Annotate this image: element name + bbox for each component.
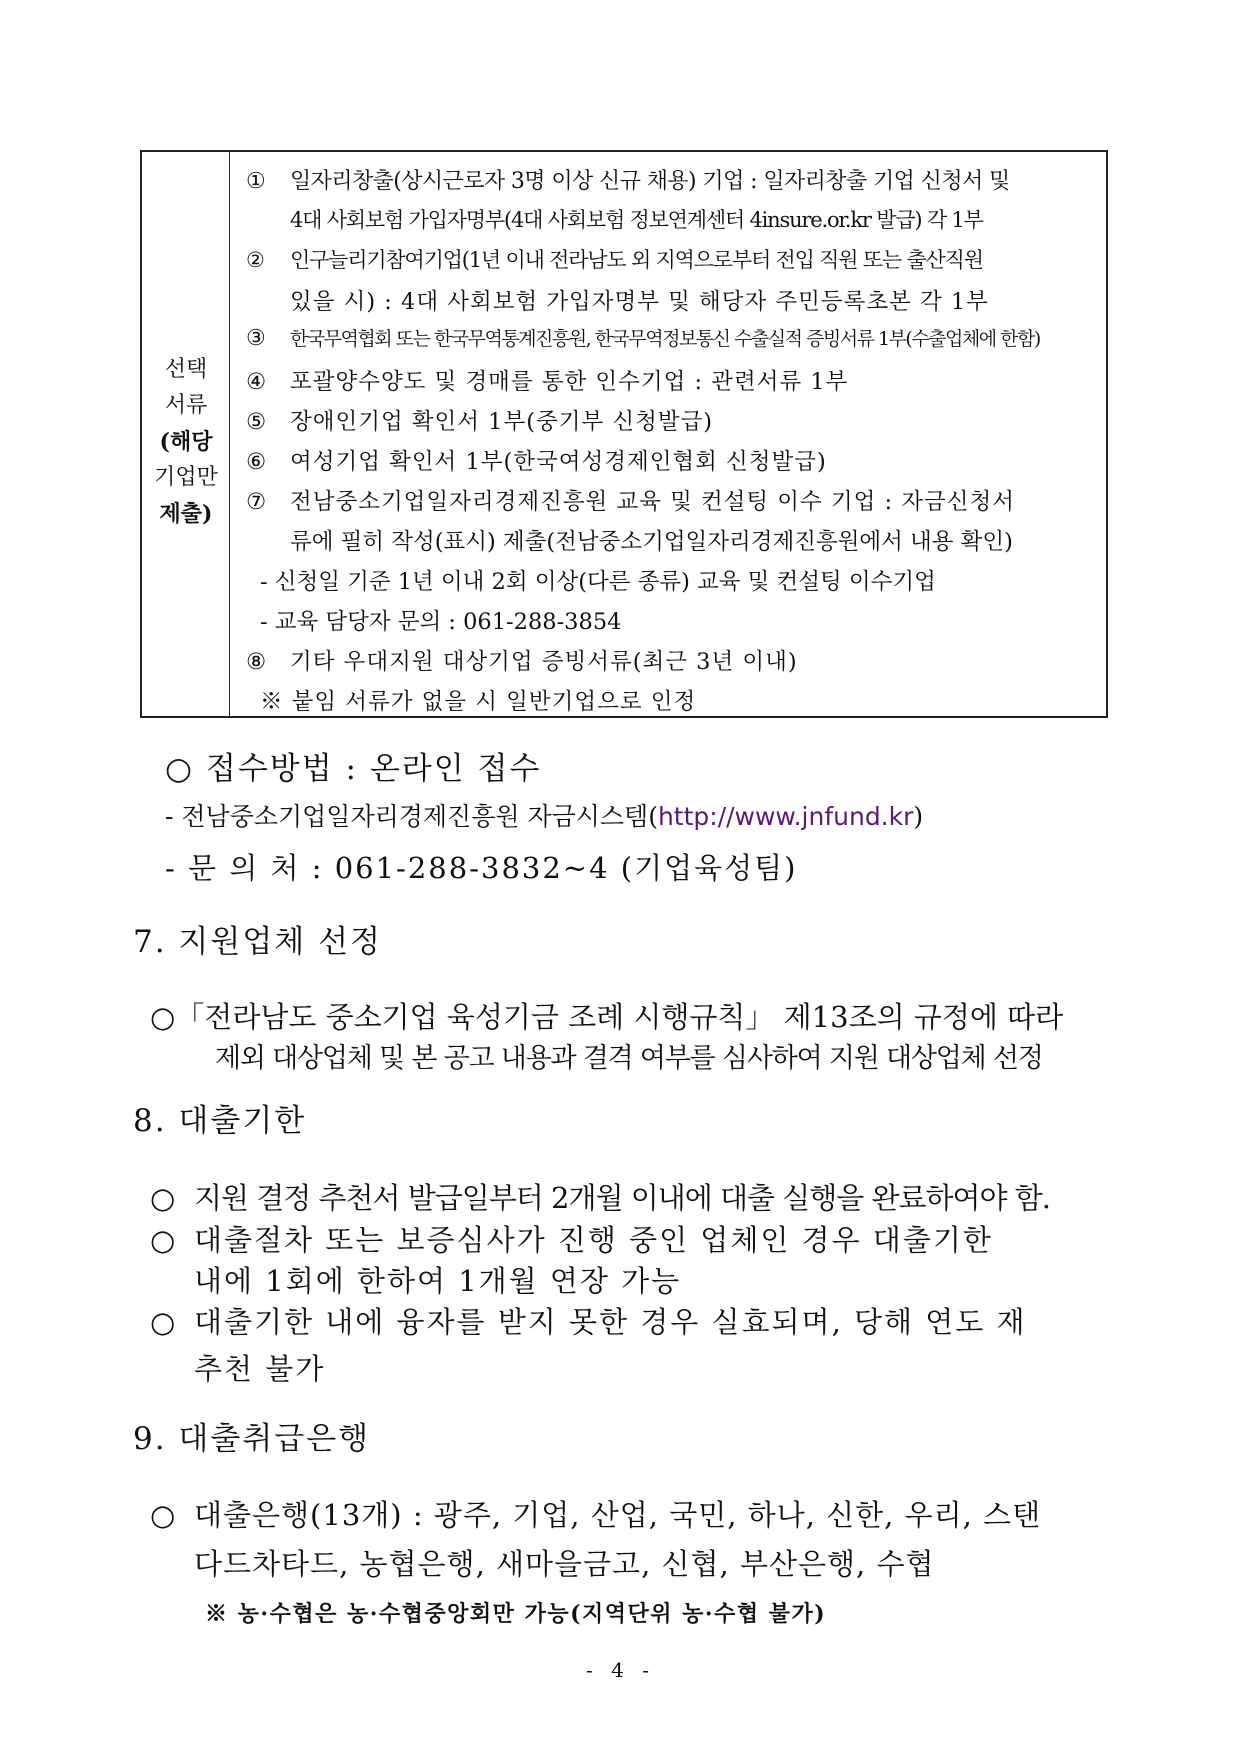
jnfund-link[interactable]: http://www.jnfund.kr: [657, 802, 914, 831]
table-row: [290, 284, 989, 316]
section8-bullet2: [150, 1218, 993, 1259]
item-text: 전남중소기업일자리경제진흥원 교육 및 컨설팅 이수 기업 : 자금신청서: [290, 489, 1015, 515]
reception-system-suffix: ): [913, 802, 924, 831]
item-text: - 교육 담당자 문의 : 061-288-3854: [260, 609, 622, 635]
table-row: [290, 204, 983, 234]
bullet-circle: ○: [150, 1498, 177, 1532]
bullet-text: 대출은행(13개) : 광주, 기업, 산업, 국민, 하나, 신한, 우리, 스탠: [194, 1498, 1042, 1532]
label-line-5: 제출): [159, 501, 213, 527]
section8-bullet2-cont: 내에 1회에 한하여 1개월 연장 가능: [194, 1264, 682, 1298]
item-text: 장애인기업 확인서 1부(중기부 신청발급): [290, 409, 714, 435]
bullet-text: 지원 결정 추천서 발급일부터 2개월 이내에 대출 실행을 완료하여야 함.: [194, 1181, 1051, 1215]
section9-bullet1: [150, 1493, 1041, 1534]
page-number: - 4 -: [586, 1658, 655, 1682]
table-row: [246, 244, 983, 274]
item-text: 여성기업 확인서 1부(한국여성경제인협회 신청발급): [290, 449, 827, 475]
table-row: [290, 524, 1013, 556]
table-row: [246, 484, 1015, 516]
item-number: ①: [246, 169, 266, 194]
reception-method: ○ 접수방법 : 온라인 접수: [165, 751, 542, 787]
item-number: ④: [246, 369, 268, 395]
item-number: ②: [246, 248, 264, 272]
item-text: 4대 사회보험 가입자명부(4대 사회보험 정보연계센터 4insure.or.kr 발급) 각 1부: [290, 208, 983, 232]
item-text: 인구늘리기참여기업(1년 이내 전라남도 외 지역으로부터 전입 직원 또는 출산직원: [290, 248, 983, 272]
section8-bullet3: [150, 1300, 1027, 1341]
item-text: 일자리창출(상시근로자 3명 이상 신규 채용) 기업 : 일자리창출 기업 신청서 및: [290, 169, 1010, 194]
section9-heading: 9. 대출취급은행: [133, 1421, 371, 1457]
section9-bullet1-cont: 다드차타드, 농협은행, 새마을금고, 신협, 부산은행, 수협: [194, 1547, 935, 1581]
optional-documents-table: [140, 150, 1108, 718]
item-text: 기타 우대지원 대상기업 증빙서류(최근 3년 이내): [290, 649, 798, 675]
item-text: 류에 필히 작성(표시) 제출(전남중소기업일자리경제진흥원에서 내용 확인): [290, 529, 1013, 555]
section7-line2: 제외 대상업체 및 본 공고 내용과 결격 여부를 심사하여 지원 대상업체 선정: [215, 1043, 1043, 1074]
section7-heading: 7. 지원업체 선정: [133, 924, 382, 960]
label-line-2: 서류: [164, 393, 208, 418]
label-line-4: 기업만: [154, 465, 218, 490]
table-row: [260, 564, 936, 596]
section7-line1: ○「전라남도 중소기업 육성기금 조례 시행규칙」 제13조의 규정에 따라: [150, 1000, 1064, 1034]
item-text: ※ 붙임 서류가 없을 시 일반기업으로 인정: [260, 689, 697, 715]
item-number: ⑦: [246, 489, 268, 515]
item-number: ③: [246, 326, 265, 351]
reception-contact: - 문 의 처 : 061-288-3832~4 (기업육성팀): [165, 851, 798, 885]
table-row: [246, 324, 1040, 351]
item-text: - 신청일 기준 1년 이내 2회 이상(다른 종류) 교육 및 컨설팅 이수기업: [260, 569, 936, 595]
bullet-text: 대출기한 내에 융자를 받지 못한 경우 실효되며, 당해 연도 재: [194, 1305, 1027, 1339]
item-number: ⑧: [246, 649, 268, 675]
label-line-1: 선택: [164, 357, 208, 382]
table-row: [246, 644, 798, 676]
section8-heading: 8. 대출기한: [133, 1103, 307, 1139]
bullet-text: 대출절차 또는 보증심사가 진행 중인 업체인 경우 대출기한: [194, 1223, 993, 1257]
table-label-text: [142, 352, 230, 532]
table-row: [246, 364, 848, 396]
section8-bullet3-cont: 추천 불가: [194, 1352, 326, 1386]
table-row: [246, 444, 827, 476]
section9-note: ※ 농·수협은 농·수협중앙회만 가능(지역단위 농·수협 불가): [205, 1601, 827, 1627]
bullet-circle: ○: [150, 1181, 175, 1215]
item-number: ⑥: [246, 449, 268, 475]
table-row: [260, 684, 696, 716]
bullet-circle: ○: [150, 1223, 178, 1257]
item-text: 한국무역협회 또는 한국무역통계진흥원, 한국무역정보통신 수출실적 증빙서류 1부(수출업체에 한함): [290, 328, 1040, 350]
table-row: [246, 164, 1010, 195]
section8-bullet1: [150, 1176, 1050, 1217]
item-text: 있을 시) : 4대 사회보험 가입자명부 및 해당자 주민등록초본 각 1부: [290, 289, 989, 315]
item-text: 포괄양수양도 및 경매를 통한 인수기업 : 관련서류 1부: [290, 369, 849, 395]
bullet-circle: ○: [150, 1305, 178, 1339]
table-content-cell: [230, 152, 1106, 716]
table-label-cell: [142, 152, 230, 716]
item-number: ⑤: [246, 409, 268, 435]
label-line-3: (해당: [159, 429, 213, 455]
reception-system-prefix: - 전남중소기업일자리경제진흥원 자금시스템(: [165, 802, 658, 831]
table-row: [246, 404, 713, 436]
table-row: [260, 604, 621, 636]
reception-system-line: [165, 797, 923, 833]
